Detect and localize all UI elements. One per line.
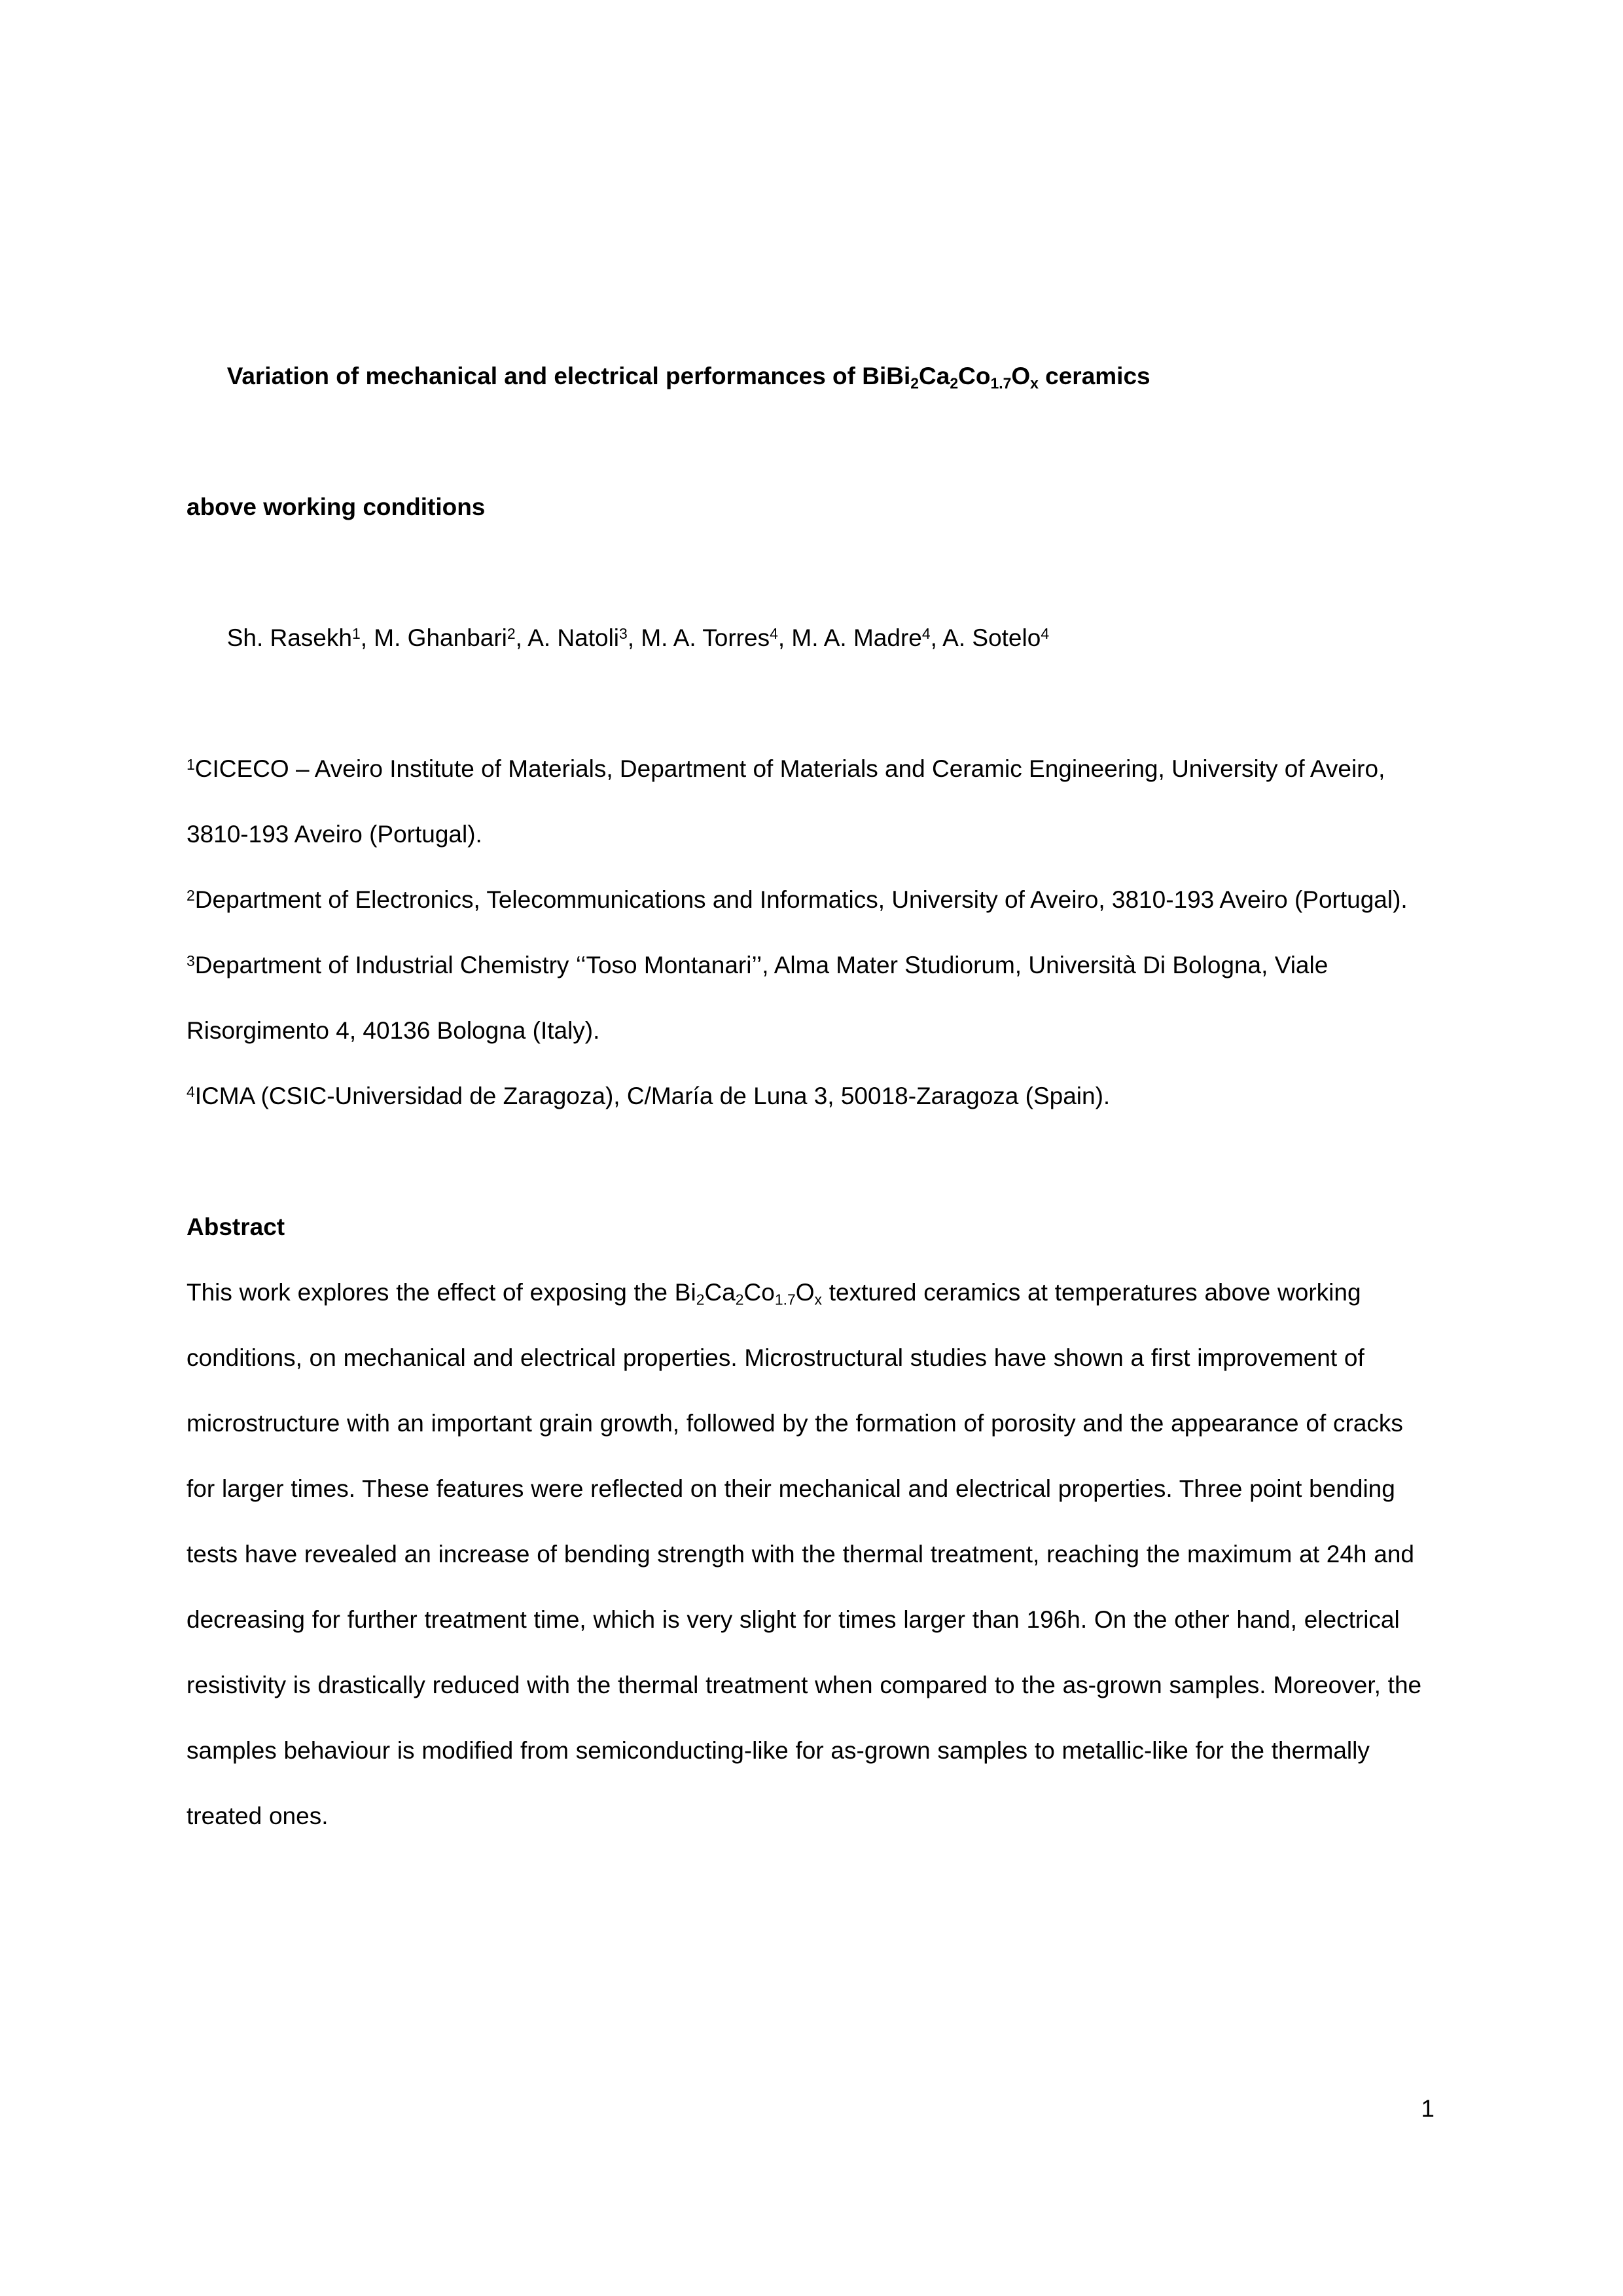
formula-co: Co — [743, 1279, 775, 1306]
formula-ca: Ca — [704, 1279, 736, 1306]
page-title — [187, 278, 1436, 475]
affiliation-marker: 3 — [187, 952, 195, 969]
page-title-second-line: above working conditions — [187, 493, 486, 520]
affiliation-entry — [187, 1064, 1436, 1129]
affiliation-marker: 1 — [187, 756, 195, 773]
author-affiliation-marker: 4 — [921, 625, 931, 642]
affiliation-marker: 4 — [187, 1083, 195, 1100]
section-spacer — [187, 1129, 1436, 1194]
author-separator: , — [627, 624, 641, 651]
author-separator: , — [777, 624, 792, 651]
title-formula — [886, 363, 1039, 392]
formula-o: O — [1011, 363, 1031, 389]
author-name: M. A. Madre — [791, 624, 922, 651]
author-separator: , — [930, 624, 943, 651]
affiliation-text: ICMA (CSIC-Universidad de Zaragoza), C/María de Luna 3, 50018-Zaragoza (Spain). — [194, 1083, 1111, 1109]
author-affiliation-marker: 2 — [507, 625, 516, 642]
formula-co: Co — [958, 363, 991, 389]
author-list — [187, 540, 1436, 736]
page-content — [187, 278, 1436, 1849]
author-entry — [791, 624, 942, 651]
affiliation-text: Department of Industrial Chemistry ‘‘Toso Montanari’’, Alma Mater Studiorum, Università Di Bologna, Viale Risorgimento 4, 40136 Bologna (Italy). — [187, 952, 1335, 1044]
formula-bi-subscript: 2 — [696, 1291, 705, 1308]
author-affiliation-marker: 1 — [351, 625, 361, 642]
author-name: M. Ghanbari — [374, 624, 507, 651]
author-separator: , — [360, 624, 374, 651]
affiliation-entry — [187, 867, 1436, 933]
affiliation-text: CICECO – Aveiro Institute of Materials, Department of Materials and Ceramic Engineering, University of Aveiro, 3810-193 Aveiro (Portugal). — [187, 755, 1392, 848]
abstract-heading: Abstract — [187, 1213, 285, 1240]
formula-co-subscript: 1.7 — [990, 374, 1012, 392]
author-name: A. Natoli — [527, 624, 620, 651]
page-title-text-end: ceramics — [1038, 363, 1150, 389]
page-number: 1 — [1421, 2095, 1435, 2122]
affiliation-entry — [187, 933, 1436, 1064]
author-entry — [641, 624, 791, 651]
page-title-text-start: Variation of mechanical and electrical performances of Bi — [226, 363, 887, 389]
abstract-formula — [675, 1279, 822, 1306]
author-entry — [227, 624, 374, 651]
affiliation-marker: 2 — [187, 887, 195, 904]
formula-bi: Bi — [674, 1279, 696, 1306]
formula-bi: Bi — [886, 363, 911, 389]
author-name: Sh. Rasekh — [226, 624, 352, 651]
affiliation-entry — [187, 736, 1436, 867]
abstract-body — [187, 1260, 1436, 1849]
author-affiliation-marker: 4 — [770, 625, 778, 642]
formula-bi-subscript: 2 — [910, 374, 919, 392]
formula-co-subscript: 1.7 — [774, 1291, 796, 1308]
formula-o: O — [795, 1279, 815, 1306]
author-name: M. A. Torres — [641, 624, 770, 651]
author-entry — [942, 624, 1049, 651]
author-affiliation-marker: 4 — [1041, 625, 1050, 642]
affiliation-text: Department of Electronics, Telecommunications and Informatics, University of Aveiro, 3810-193 Aveiro (Portugal). — [194, 886, 1408, 913]
formula-ca: Ca — [919, 363, 950, 389]
abstract-text-start: This work explores the effect of exposing the — [187, 1279, 675, 1306]
formula-o-subscript: x — [1030, 374, 1039, 392]
author-name: A. Sotelo — [942, 624, 1041, 651]
author-separator: , — [515, 624, 528, 651]
author-entry — [527, 624, 641, 651]
author-affiliation-marker: 3 — [619, 625, 628, 642]
formula-o-subscript: x — [814, 1291, 822, 1308]
abstract-text-end: textured ceramics at temperatures above working conditions, on mechanical and electrical properties. Microstructural studies have shown a first improvement of microstructure with an important grain growth, followed by the formation of porosity and the appearance of cracks for larger times. These features were reflected on their mechanical and electrical properties. Three point bending tests have revealed an increase of bending strength with the thermal treatment, reaching the maximum at 24h and decreasing for further treatment time, which is very slight for times larger than 196h. On the other hand, electrical resistivity is drastically reduced with the thermal treatment when compared to the as-grown samples. Moreover, the samples behaviour is modified from semiconducting-like for as-grown samples to metallic-like for the thermally treated ones. — [187, 1279, 1429, 1829]
formula-ca-subscript: 2 — [950, 374, 959, 392]
author-entry — [374, 624, 527, 651]
formula-ca-subscript: 2 — [735, 1291, 744, 1308]
